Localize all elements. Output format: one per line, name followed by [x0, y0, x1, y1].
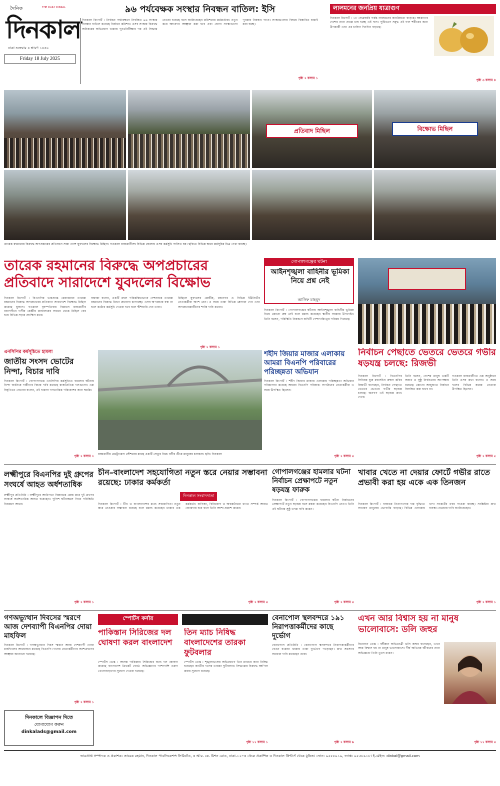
photo-5 [4, 170, 126, 240]
lkm-more[interactable]: পৃষ্ঠা ২ কলাম ১ [74, 600, 94, 604]
sports-more[interactable]: পৃষ্ঠা ১১ কলাম ১ [246, 740, 268, 744]
opinion-box [264, 258, 354, 304]
china-body: দিনকাল রিপোর্ট : চীন ও বাংলাদেশের মধ্যে সহযোগিতা নতুন স্তরে নেওয়ার সম্ভাবনা রয়েছে বলে মন্তব্য করেছেন ঢাকার এক কর্মকর্তা। বাণিজ্য, বিনিয়োগ ও অবকাঠামো খাতে সম্পর্ক আরও জোরদার হবে বলে তিনি আশা প্রকাশ করেন। [98, 502, 268, 511]
china-story [98, 468, 268, 606]
election-col-3: গতকাল রাজধানীতে এক অনুষ্ঠানে তিনি এসব কথা বলেন। এ সময় দলের বিভিন্ন স্তরের নেতারা উপস্থিত ছিলেন। [452, 374, 496, 391]
ad-email[interactable]: dinkalads@gmail.com [21, 730, 77, 735]
photo-6 [128, 170, 250, 240]
china-headline[interactable]: চীন–বাংলাদেশ সহযোগিতা নতুন স্তরে নেয়ার সম্ভাবনা রয়েছে: ঢাকার কর্মকর্তা [98, 468, 268, 487]
price-story [358, 468, 496, 606]
shaheed-story [264, 350, 354, 460]
mass-headline[interactable]: গণঅভ্যুত্থান দিবসের স্মরণে আজ দেশব্যাপী বিএনপির দোয়া মাহফিল [4, 614, 92, 640]
price-body: দিনকাল রিপোর্ট : বাজারে নিত্যপণ্যের দাম বৃদ্ধিতে সাধারণ মানুষের ভোগান্তি বাড়ছে। বিভিন্ন এলাকায় খাদ্য সংকটের খবর পাওয়া যাচ্ছে। সংশ্লিষ্টরা দ্রুত ব্যবস্থা নেওয়ার দাবি জানিয়েছেন। [358, 502, 496, 511]
lead-col-2: বক্তারা বলেন, একটি মহল পরিকল্পিতভাবে দেশনায়ক তারেক রহমানের বিরুদ্ধে মিথ্যা প্রচারণা চালাচ্ছে। এসব অপপ্রচার বন্ধ না হলে কঠোর কর্মসূচি দেওয়া হবে বলে হুঁশিয়ারি দেন তারা। [91, 296, 173, 309]
opinion-headline[interactable]: আইনশৃঙ্খলা বাহিনীর ভূমিকা নিয়ে প্রশ্ন নেই [270, 268, 350, 285]
masthead-english: THE DAILY DINKAL [42, 6, 66, 9]
trust-body: বিনোদন ডেস্ক : বর্ষীয়ান অভিনেত্রী ডলি জহুর বলেছেন, এখন আর বিশ্বাস হয় না মানুষ ভালোবাসে। দীর্ঘ অভিনয় জীবনের নানা অভিজ্ঞতা তিনি তুলে ধরেন। [358, 642, 440, 655]
footer-rule [4, 750, 496, 751]
ncp-headline[interactable]: জাতীয় সংসদ ভোটের নিন্দা, বিচার দাবি [4, 357, 74, 376]
sports-body-1: স্পোর্টস ডেস্ক : আসন্ন পাকিস্তান সিরিজের জন্য দল ঘোষণা করেছে বাংলাদেশ ক্রিকেট বোর্ড। অভিজ্ঞদের পাশাপাশি তরুণ খেলোয়াড়দের সুযোগ দেওয়া হয়েছে। [98, 660, 178, 673]
photo-2 [128, 90, 250, 168]
sports-headline-1[interactable]: পাকিস্তান সিরিজের দল ঘোষণা করল বাংলাদেশ [98, 628, 173, 647]
trust-story [358, 614, 496, 746]
bengal-story [272, 614, 354, 746]
opinion-byline: আসিফ মাহমুদ [297, 297, 321, 302]
top-story [82, 4, 318, 86]
ncp-label: এনসিপির কর্মসূচিতে হামলা [4, 350, 53, 355]
trust-more[interactable]: পৃষ্ঠা ১১ কলাম ৩ [473, 740, 496, 744]
shaheed-more[interactable]: পৃষ্ঠা ২ কলাম ৩ [334, 454, 354, 458]
fruit-photo [434, 16, 494, 56]
sports-tag [98, 614, 178, 625]
sidebar-top [330, 4, 496, 86]
photo-4 [374, 90, 496, 168]
lkm-story [4, 470, 94, 606]
trust-headline[interactable]: এখন আর বিশ্বাস হয় না মানুষ ভালোবাসে: ডলি জহুর [358, 614, 459, 635]
banner-2 [392, 122, 478, 136]
bengal-more[interactable]: পৃষ্ঠা ২ কলাম ৬ [334, 740, 354, 744]
lead-body [4, 296, 260, 344]
shaheed-headline[interactable]: শহীদ জিয়ার মাজার এলাকায় আমরা বিএনপি পরিবারের পরিচ্ছন্নতা অভিযান [264, 350, 345, 376]
bridge-photo [98, 350, 262, 450]
sports-headline-2[interactable]: তিন ম্যাচ নিষিদ্ধ বাংলাদেশের তারকা ফুটবলার [184, 628, 246, 657]
ncp-body: দিনকাল রিপোর্ট : গোপালগঞ্জে এনসিপির কর্মসূচিতে হামলার ঘটনায় নিন্দা জানিয়ে দায়ীদের বিচার দাবি করেছে রাজনৈতিক দলগুলো। এক বিবৃতিতে নেতারা বলেন, এই হামলা গণতান্ত্রিক পরিবেশের জন্য হুমকি। [4, 379, 94, 392]
sports-body-2: স্পোর্টস ডেস্ক : শৃঙ্খলাভঙ্গের অভিযোগে তিন ম্যাচের জন্য নিষিদ্ধ হয়েছেন জাতীয় দলের তারকা ফুটবলার। সিদ্ধান্তের বিরুদ্ধে আপিল করার সুযোগ রয়েছে। [184, 660, 268, 673]
bengal-body: বেনাপোল প্রতিনিধি : বেনাপোল স্থলবন্দরে নিরাপত্তাকর্মীদের বেতন বকেয়া থাকায় তারা দুর্ভোগে পড়েছেন। দ্রুত সমস্যার সমাধান দাবি করেছেন তারা। [272, 643, 354, 656]
lkm-headline[interactable]: লক্ষ্মীপুরে বিএনপির দুই গ্রুপের সংঘর্ষে আহত অর্ধশতাধিক [4, 470, 94, 489]
ad-line-1: দিনকালে বিজ্ঞাপন দিতে [25, 715, 73, 721]
mass-more[interactable]: পৃষ্ঠা ২ কলাম ১ [74, 700, 94, 704]
price-headline[interactable]: খাবার খেতে না দেয়ার ফোর্টে গভীর রাতে প্রভাবী করা হয় একে এক তিনজন [358, 468, 490, 487]
china-more[interactable]: পৃষ্ঠা ২ কলাম ৩ [248, 600, 268, 604]
gopal-story [272, 468, 354, 606]
ad-line-2: যোগাযোগ করুন [34, 723, 64, 728]
banner-1-text: প্রতিবাদ মিছিল [294, 127, 330, 135]
sidebar-top-body: দিনকাল রিপোর্ট : ১৮ ফেব্রুয়ারি পর্যন্ত লালমনের জনপ্রিয়তা বাড়ছে। আমাদের দেশের নানা প্রান্তে চাষ হচ্ছে এই ফল। পুষ্টিগুণে সমৃদ্ধ এই ফল শরীরের জন্য উপকারী এবং এর চাহিদা দিনদিন বাড়ছে। [330, 16, 428, 29]
sports-tag-text: স্পোর্টস কর্নার [122, 615, 154, 622]
sports-section [98, 614, 268, 746]
date-bar [4, 54, 76, 64]
masthead-title: দিনকাল [6, 15, 81, 44]
opinion-label: গোপালগঞ্জের ঘটনা [265, 259, 353, 266]
election-col-2: তিনি বলেন, দেশের মানুষ একটি অবাধ ও সুষ্ঠু নির্বাচনের অপেক্ষায় রয়েছে। কোনো অজুহাতে নির্বাচন বিলম্বিত করা যাবে না। [405, 374, 449, 391]
masthead-date: Friday 18 July 2025 [19, 56, 61, 62]
gopal-headline[interactable]: গোপালগঞ্জের হামলার ঘটনা নির্বাচন প্রেক্ষাপটে নতুন ষড়যন্ত্র ফারুক [272, 468, 351, 494]
top-more[interactable]: পৃষ্ঠা ২ কলাম ১ [298, 76, 318, 80]
photo-3 [252, 90, 372, 168]
lead-headline[interactable]: তারেক রহমানের বিরুদ্ধে অপপ্রচারের প্রতিবাদে সারাদেশে যুবদলের বিক্ষোভ [4, 258, 211, 291]
cricket-icon [182, 614, 268, 625]
lkm-body: লক্ষ্মীপুর প্রতিনিধি : লক্ষ্মীপুরে আধিপত্য বিস্তারকে কেন্দ্র করে দুই গ্রুপের সংঘর্ষে অর্ধশতাধিক আহত হয়েছেন। পুলিশ ঘটনাস্থলে গিয়ে পরিস্থিতি নিয়ন্ত্রণে আনে। [4, 493, 94, 506]
bengal-headline[interactable]: বেনাপোল স্থলবন্দরে ১৯১ নিরাপত্তাকর্মীদের কাছে দুর্ভোগ [272, 614, 345, 640]
top-headline[interactable]: ৯৬ পর্যবেক্ষক সংস্থার নিবন্ধন বাতিল: ইসি [124, 5, 276, 15]
election-col-1: দিনকাল রিপোর্ট : বিএনপির সিনিয়র যুগ্ম মহাসচিব রুহুল কবির রিজভী বলেছেন, নির্বাচন পেছাতে ভেতরে ভেতরে গভীর ষড়যন্ত্র চলছে। জনগণ এই ষড়যন্ত্র রুখে দেবে। [358, 374, 402, 400]
photo-8 [374, 170, 496, 240]
photo-7 [252, 170, 372, 240]
bridge-caption: রাজধানীর মেট্রোরেল স্টেশনের কাছে একটি সেতুর নিচে নদীর তীরে মানুষের চলাচল। ছবি: দিনকাল [98, 452, 222, 456]
gopal-body: দিনকাল রিপোর্ট : গোপালগঞ্জের হামলার ঘটনা নির্বাচনের প্রেক্ষাপটে নতুন ষড়যন্ত্র বলে মন্তব্য করেছেন বিএনপি নেতা। তিনি এই ঘটনার সুষ্ঠু তদন্ত দাবি করেন। [272, 498, 354, 511]
sidebar-top-heading[interactable]: লালমনের জনপ্রিয় যাত্রাগুণ [330, 4, 496, 14]
banner-2-text: বিক্ষোভ মিছিল [417, 125, 453, 133]
election-body [358, 374, 496, 454]
china-label: দিনকাল সংবাদদাতা [180, 492, 217, 501]
lead-col-1: দিনকাল রিপোর্ট : বিএনপির ভারপ্রাপ্ত চেয়ারম্যান তারেক রহমানের বিরুদ্ধে অপপ্রচারের প্রতিবাদে সারাদেশে বিক্ষোভ মিছিল করেছে যুবদল। গতকাল বৃহস্পতিবার বিকালে রাজধানীর নয়াপল্টনে দলীয় কেন্দ্রীয় কার্যালয়ের সামনে থেকে মিছিল বের হয়ে বিভিন্ন সড়ক প্রদক্ষিণ করে। [4, 296, 86, 318]
masthead [4, 4, 81, 84]
election-story [358, 348, 496, 460]
ncp-more[interactable]: পৃষ্ঠা ২ কলাম ২ [74, 454, 94, 458]
opinion-body: দিনকাল রিপোর্ট : গোপালগঞ্জের ঘটনায় আইনশৃঙ্খলা বাহিনীর ভূমিকা নিয়ে কোনো প্রশ্ন নেই বলে মন্তব্য করেছেন স্থানীয় সরকার উপদেষ্টা। তিনি বলেন, পরিস্থিতি নিয়ন্ত্রণে বাহিনী পেশাদারিত্বের পরিচয় দিয়েছে। [264, 308, 354, 321]
top-divider [80, 18, 81, 84]
ad-box[interactable] [4, 710, 94, 746]
top-body: দিনকাল রিপোর্ট : নির্বাচন পর্যবেক্ষণে নিবন্ধিত ৯৬ সংস্থার নিবন্ধন বাতিল করেছে নির্বাচন কমিশন। এসব সংস্থার বিরুদ্ধে অনিয়মের অভিযোগ থাকায় পুনঃনিরীক্ষার পর এই সিদ্ধান্ত নেওয়া হয়েছে বলে জানিয়েছেন কমিশনের কর্মকর্তারা। নতুন করে আবেদন আহ্বান করা হবে এবং যোগ্য সংস্থাগুলো পুনরায় নিবন্ধন পাবে। সংস্থাগুলোর বিষয়ে বিস্তারিত যাচাই করা হচ্ছে। [82, 18, 318, 31]
lemon-icon [434, 16, 494, 56]
mass-body: দিনকাল রিপোর্ট : গণঅভ্যুত্থান দিবস স্মরণে আজ দেশব্যাপী দোয়া মাহফিলের আয়োজন করেছে বিএনপি। দলের নেতাকর্মীদের অংশগ্রহণের আহ্বান জানানো হয়েছে। [4, 643, 94, 656]
shaheed-body: দিনকাল রিপোর্ট : শহীদ জিয়ার মাজার এলাকায় পরিচ্ছন্নতা অভিযান পরিচালনা করেছে আমরা বিএনপি পরিবার। সংগঠনের নেতাকর্মীরা এ সময় উপস্থিত ছিলেন। [264, 379, 354, 392]
footer-imprint: ভারপ্রাপ্ত সম্পাদক ও প্রকাশক: তারেক রহমান, দিনকাল পাবলিকেশন্স লিমিটেড, ৩ আর. কে. মিশন রোড, ঢাকা-১২০৩ থেকে প্রকাশিত ও দিনকাল প্রিন্টার্স থেকে মুদ্রিত। ফোন: ৯৫৫৮৯১৯, ফ্যাক্স: ৯৫৫৮৯১৮। ই-মেইল: dinkal@gmail.com [80, 754, 420, 758]
masthead-small: দৈনিক [10, 6, 23, 12]
ncp-story [4, 350, 94, 460]
sidebar-top-more[interactable]: পৃষ্ঠা ৩ কলাম ৪ [476, 78, 496, 82]
election-more[interactable]: পৃষ্ঠা ২ কলাম ৫ [476, 454, 496, 458]
lower-rule [4, 610, 496, 611]
photo-collage [4, 90, 496, 254]
avatar-icon [444, 642, 496, 704]
portrait-photo [444, 642, 496, 704]
election-headline[interactable]: নির্বাচন পেছাতে ভেতরে ভেতরে গভীর ষড়যন্ত্র চলছে: রিজভী [358, 348, 496, 369]
lead-col-3: মিছিলে যুবদলের কেন্দ্রীয়, মহানগর ও বিভিন্ন ইউনিটের নেতাকর্মীরা অংশ নেন। এ সময় তারা বিভিন্ন শ্লোগান দেন এবং অপপ্রচারকারীদের শাস্তি দাবি করেন। [178, 296, 260, 309]
price-more[interactable]: পৃষ্ঠা ২ কলাম ১ [476, 600, 496, 604]
masthead-subline: ঢাকা শুক্রবার ৪ শ্রাবণ ১৪৩২ [8, 46, 49, 50]
bridge-icon [98, 350, 262, 450]
mid-rule [4, 464, 496, 465]
gopal-more[interactable]: পৃষ্ঠা ২ কলাম ৩ [334, 600, 354, 604]
photo-1 [4, 90, 126, 168]
rally-photo [358, 258, 496, 344]
banner-1 [266, 124, 358, 138]
photo-caption: তারেক রহমানের বিরুদ্ধে অপপ্রচারের প্রতিবাদে সারা দেশে যুবদলের বিক্ষোভ মিছিল। গতকাল রাজধানীসহ বিভিন্ন জেলায় এসব কর্মসূচি পালিত হয়। ছবিতে বিভিন্ন স্থানে কর্মসূচির চিত্র দেখা যাচ্ছে। [4, 242, 247, 246]
mass-story [4, 614, 94, 706]
lead-more[interactable]: পৃষ্ঠা ২ কলাম ১ [200, 345, 220, 349]
